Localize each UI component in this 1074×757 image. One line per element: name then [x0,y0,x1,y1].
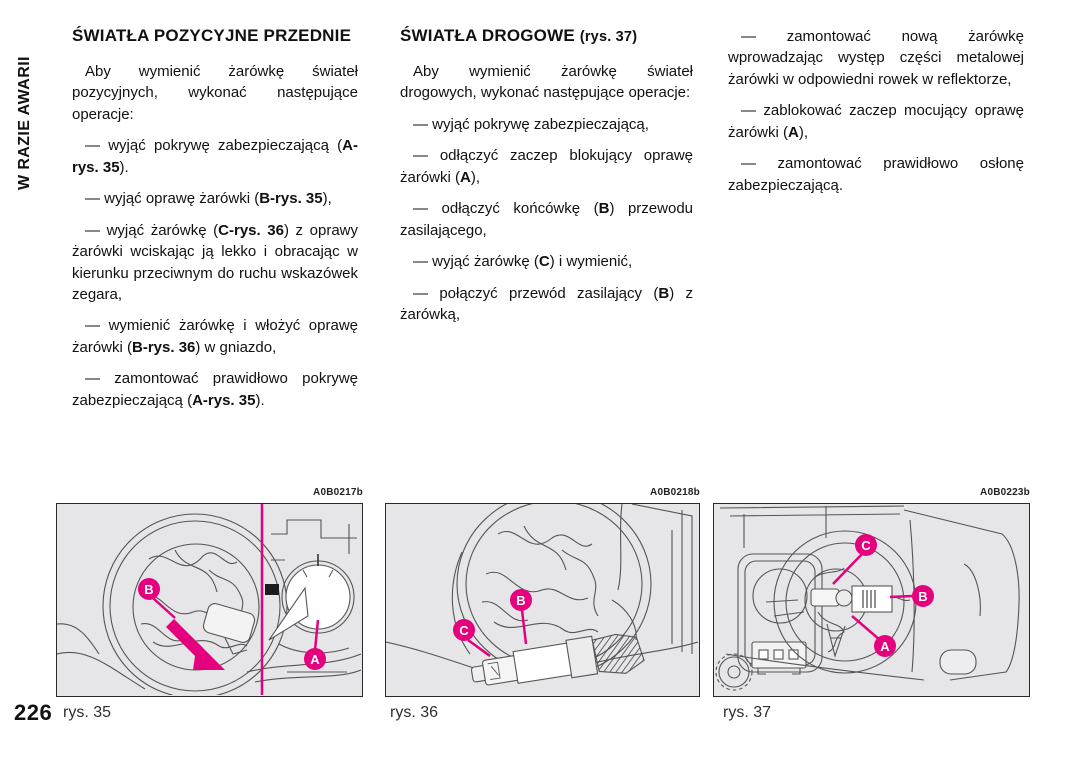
paragraph-step: — połączyć przewód zasilający (B) z żarówką, [400,284,693,323]
column-position-lights [72,26,358,421]
figure-caption: rys. 35 [63,704,112,721]
paragraph-step: — odłączyć końcówkę (B) przewodu zasilającego, [400,200,694,239]
figure-drawing-headlamp-rear [713,503,1030,697]
paragraph-step: — wyjąć żarówkę (C) i wymienić, [413,253,633,271]
callout-label-c: C [453,619,475,641]
figure-code: A0B0218b [650,487,700,498]
callout-label-c: C [855,534,877,556]
paragraph-step: — wyjąć pokrywę zabezpieczającą (A-rys. 35). [72,137,358,176]
paragraph-step: — zablokować zaczep mocujący oprawę żarówki (A), [728,102,1024,141]
column-high-beams [400,26,693,335]
paragraph-step: — wyjąć pokrywę zabezpieczającą, [413,115,649,133]
heading-text: ŚWIATŁA DROGOWE [400,26,575,45]
heading-position-lights: ŚWIATŁA POZYCYJNE PRZEDNIE [72,26,352,45]
headlamp-rear-line-art [714,504,1028,695]
figure-code: A0B0217b [313,487,363,498]
figure-rys-37 [713,487,1030,722]
figure-caption: rys. 37 [723,704,772,721]
column-high-beams-continued [728,26,1024,206]
paragraph-step: — wymienić żarówkę i włożyć oprawę żarówki (B-rys. 36) w gniazdo, [72,317,358,356]
page-number: 226 [14,700,53,725]
section-sidebar-label: W RAZIE AWARII [16,56,33,190]
callout-label-b: B [510,589,532,611]
figure-rys-35 [56,487,363,722]
callout-label-b: B [138,578,160,600]
callout-label-a: A [874,635,896,657]
paragraph-step: — wyjąć oprawę żarówki (B-rys. 35), [85,190,332,208]
figure-caption: rys. 36 [390,704,439,721]
bulb-holder-line-art [386,504,698,695]
callout-label-b: B [912,585,934,607]
figure-drawing-bulb-holder [385,503,700,697]
paragraph-step: — zamontować prawidłowo osłonę zabezpieczającą. [728,155,1024,194]
paragraph-intro: Aby wymienić żarówkę świateł drogowych, wykonać następujące operacje: [400,63,693,102]
heading-figure-ref: (rys. 37) [579,29,638,45]
figure-code: A0B0223b [980,487,1030,498]
paragraph-step: — zamontować nową żarówkę wprowadzając występ części metalowej żarówki w odpowiedni rowek w reflektorze, [728,28,1024,88]
figure-rys-36 [385,487,700,722]
figure-drawing-headlamp-front [56,503,363,697]
paragraph-step: — odłączyć zaczep blokujący oprawę żarówki (A), [400,147,693,186]
heading-high-beams [400,26,693,46]
callout-label-a: A [304,648,326,670]
paragraph-step: — zamontować prawidłowo pokrywę zabezpieczającą (A-rys. 35). [72,370,358,409]
paragraph-step: — wyjąć żarówkę (C-rys. 36) z oprawy żarówki wciskając ją lekko i obracając w kierunku przeciwnym do ruchu wskazówek zegara, [72,221,359,303]
paragraph-intro: Aby wymienić żarówkę świateł pozycyjnych, wykonać następujące operacje: [72,63,358,123]
